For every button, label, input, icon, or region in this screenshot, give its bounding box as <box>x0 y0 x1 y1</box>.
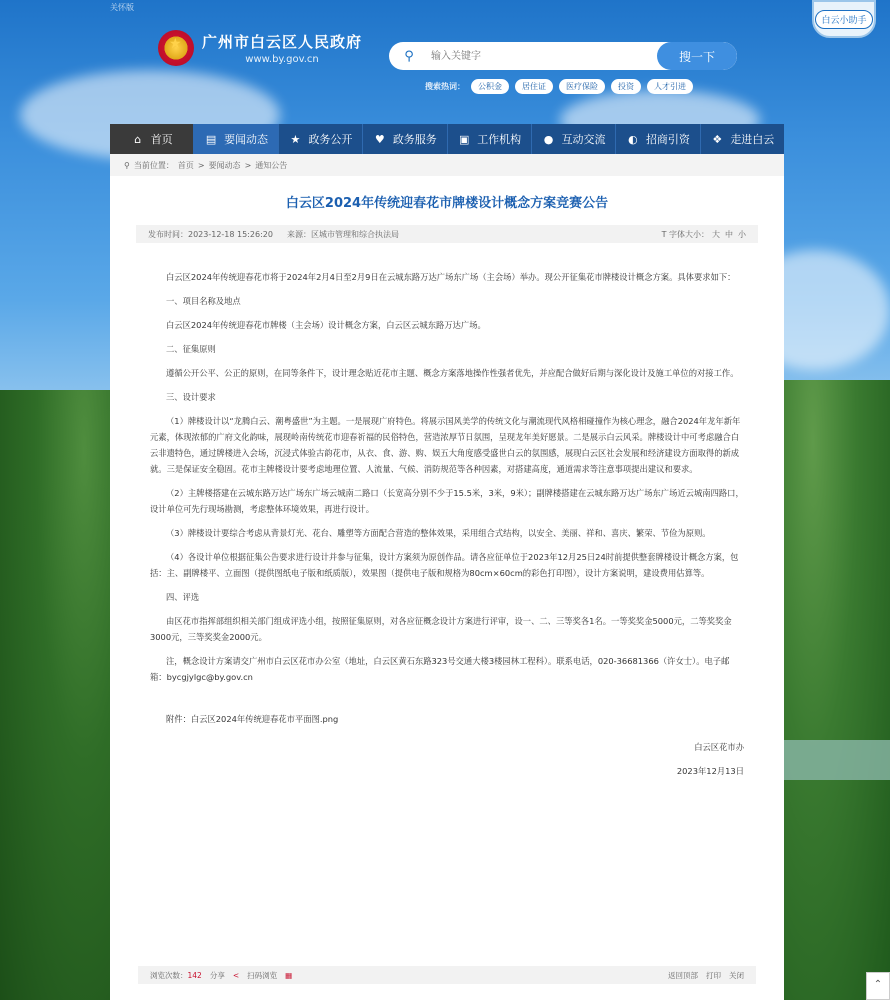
location-icon: ⚲ <box>124 160 130 170</box>
article-container <box>110 154 784 1000</box>
article-source: 来源：区城市管理和综合执法局 <box>286 229 399 239</box>
breadcrumb-item-notice[interactable]: 通知公告 <box>255 160 288 170</box>
scan-label[interactable]: 扫码浏览 <box>247 970 278 980</box>
nav-item-about-baiyun[interactable] <box>701 124 784 154</box>
main-nav <box>110 124 784 154</box>
views-count: 142 <box>187 970 202 980</box>
section-heading: 四、评选 <box>166 592 200 602</box>
nav-item-label: 走进白云 <box>730 133 775 146</box>
helper-badge[interactable] <box>812 0 876 38</box>
hot-tag[interactable]: 公积金 <box>471 79 509 94</box>
share-button[interactable]: 分享 <box>209 970 225 980</box>
nav-item-gov-affairs[interactable] <box>279 124 363 154</box>
section-heading: 二、征集原则 <box>166 344 216 354</box>
nav-item-label: 政务公开 <box>308 133 353 146</box>
font-size-icon: T <box>661 229 669 239</box>
font-size-small[interactable]: 小 <box>738 229 746 239</box>
qr-code-icon[interactable]: ▦ <box>285 970 293 980</box>
paragraph: 由区花市指挥部组织相关部门组成评选小组，按照征集原则，对各应征概念设计方案进行评审，设一、二、三等奖各1名。一等奖奖金5000元，二等奖奖金3000元，三等奖奖金2000元。 <box>150 616 732 642</box>
nav-item-home[interactable] <box>110 124 194 154</box>
signer: 白云区花市办 <box>694 742 744 752</box>
handshake-icon: ◐ <box>628 132 638 146</box>
font-size-label: 字体大小： <box>669 229 709 239</box>
nav-item-gov-services[interactable] <box>363 124 447 154</box>
hot-tag[interactable]: 居住证 <box>515 79 553 94</box>
star-icon: ★ <box>290 132 301 146</box>
article-footer <box>138 966 756 984</box>
search-input[interactable] <box>429 50 657 63</box>
article-body <box>150 269 744 727</box>
sign-date: 2023年12月13日 <box>676 766 744 776</box>
nav-item-investment[interactable] <box>616 124 700 154</box>
paragraph: 注，概念设计方案请交广州市白云区花市办公室（地址，白云区黄石东路323号交通大楼3楼园林工程科）。联系电话，020-36681366（许女士）。电子邮箱：bycgjylgc@by.gov.cn <box>150 656 730 682</box>
hot-keywords-label: 搜索热词： <box>425 82 465 91</box>
breadcrumb-item-home[interactable]: 首页 <box>177 160 194 170</box>
search-bar <box>389 42 737 70</box>
font-size-medium[interactable]: 中 <box>725 229 733 239</box>
chat-icon: ● <box>543 132 554 146</box>
paragraph: 白云区2024年传统迎春花市将于2024年2月4日至2月9日在云城东路万达广场东广场（主会场）举办。现公开征集花市牌楼设计概念方案。具体要求如下： <box>166 272 736 282</box>
breadcrumb: ⚲ 当前位置： 首页 > 要闻动态 > 通知公告 <box>110 154 784 176</box>
print-button[interactable]: 打印 <box>706 970 721 980</box>
nav-item-news[interactable] <box>194 124 278 154</box>
national-emblem-icon <box>158 30 194 66</box>
helper-badge-label: 白云小助手 <box>815 10 872 29</box>
nav-item-agencies[interactable] <box>448 124 532 154</box>
paragraph: （4）各设计单位根据征集公告要求进行设计并参与征集，设计方案须为原创作品。请各应征单位于2023年12月25日24时前提供整套牌楼设计概念方案，包括：主、副牌楼平、立面图（提供图纸电子版和纸质版），效果图（提供电子版和规格为80cm×60cm的彩色打印图），设计方案说明，建设费用估算等。 <box>150 552 739 578</box>
heart-icon: ♥ <box>374 132 385 146</box>
nav-item-label: 首页 <box>150 133 173 146</box>
close-button[interactable]: 关闭 <box>729 970 744 980</box>
care-mode-link[interactable]: 关怀版 <box>110 3 134 12</box>
section-heading: 三、设计要求 <box>166 392 216 402</box>
nav-item-interaction[interactable] <box>532 124 616 154</box>
paragraph: （2）主牌楼搭建在云城东路万达广场东广场云城南二路口（长宽高分别不少于15.5米，3米，9米）；副牌楼搭建在云城东路万达广场东广场近云城南四路口，设计单位可先行现场勘测，考虑整体环境效果，再进行设计。 <box>150 488 744 514</box>
back-to-top-button[interactable]: 返回顶部 <box>668 970 698 980</box>
paragraph: （1）牌楼设计以“龙腾白云、潮粤盛世”为主题。一是展现广府特色。将展示国风美学的传统文化与潮流现代风格相碰撞作为核心理念，融合2024年龙年新年元素，体现浓郁的广府文化韵味，展现岭南传统花市迎春祈福的民俗特色，营造浓厚节日氛围，呈现龙年美好愿景。二是展示白云风采。牌楼设计中可考虑融合白云非遗特色，通过牌楼进入会场，沉浸式体验古韵花市，从衣、食、游、购、娱五大角度感受盛世白云的氛围感，展现白云区社会发展和经济建设方面取得的新成就。三是保证安全稳固。花市主牌楼设计要考虑地理位置、人流量、气候、消防规范等各种因素，对搭建高度，通道需求等注意事项提出建议和要求。 <box>150 416 741 474</box>
font-size-large[interactable]: 大 <box>712 229 720 239</box>
nav-item-label: 工作机构 <box>477 133 522 146</box>
hot-tag[interactable]: 人才引进 <box>647 79 693 94</box>
section-heading: 一、项目名称及地点 <box>166 296 241 306</box>
publish-time: 发布时间：2023-12-18 15:26:20 <box>148 229 273 239</box>
site-logo[interactable] <box>158 30 362 66</box>
breadcrumb-item-news[interactable]: 要闻动态 <box>208 160 241 170</box>
attachment-link[interactable]: 附件：白云区2024年传统迎春花市平面图.png <box>166 714 339 724</box>
nav-item-label: 政务服务 <box>392 133 437 146</box>
newspaper-icon: ▤ <box>205 132 217 146</box>
nav-item-label: 要闻动态 <box>224 133 269 146</box>
hot-keywords <box>425 79 693 94</box>
scroll-up-button[interactable]: ⌃ <box>866 972 890 1000</box>
lake-background <box>780 740 890 780</box>
building-icon: ▣ <box>458 132 470 146</box>
breadcrumb-prefix: 当前位置： <box>133 160 174 170</box>
hot-tag[interactable]: 医疗保险 <box>559 79 605 94</box>
grid-icon: ❖ <box>712 132 723 146</box>
paragraph: 白云区2024年传统迎春花市牌楼（主会场）设计概念方案，白云区云城东路万达广场。 <box>166 320 486 330</box>
paragraph: 遵循公开公平、公正的原则，在同等条件下，设计理念贴近花市主题、概念方案落地操作性强者优先，并应配合做好后期与深化设计及施工单位的对接工作。 <box>166 368 739 378</box>
site-url: www.by.gov.cn <box>245 54 319 65</box>
home-icon: ⌂ <box>134 132 142 146</box>
hot-tag[interactable]: 投资 <box>611 79 641 94</box>
article-meta <box>136 225 758 243</box>
site-name: 广州市白云区人民政府 <box>202 33 363 51</box>
nav-item-label: 招商引资 <box>645 133 690 146</box>
nav-item-label: 互动交流 <box>561 133 606 146</box>
views-label: 浏览次数： <box>150 970 188 980</box>
search-button[interactable]: 搜一下 <box>657 42 737 70</box>
article-title: 白云区2024年传统迎春花市牌楼设计概念方案竞赛公告 <box>285 196 609 211</box>
share-icon[interactable]: < <box>232 970 240 980</box>
search-icon: ⚲ <box>404 48 414 64</box>
paragraph: （3）牌楼设计要综合考虑从背景灯光、花台、雕塑等方面配合营造的整体效果，采用组合式结构，以安全、美丽、祥和、喜庆、繁荣、节俭为原则。 <box>166 528 711 538</box>
mountain-background-right <box>780 380 890 1000</box>
